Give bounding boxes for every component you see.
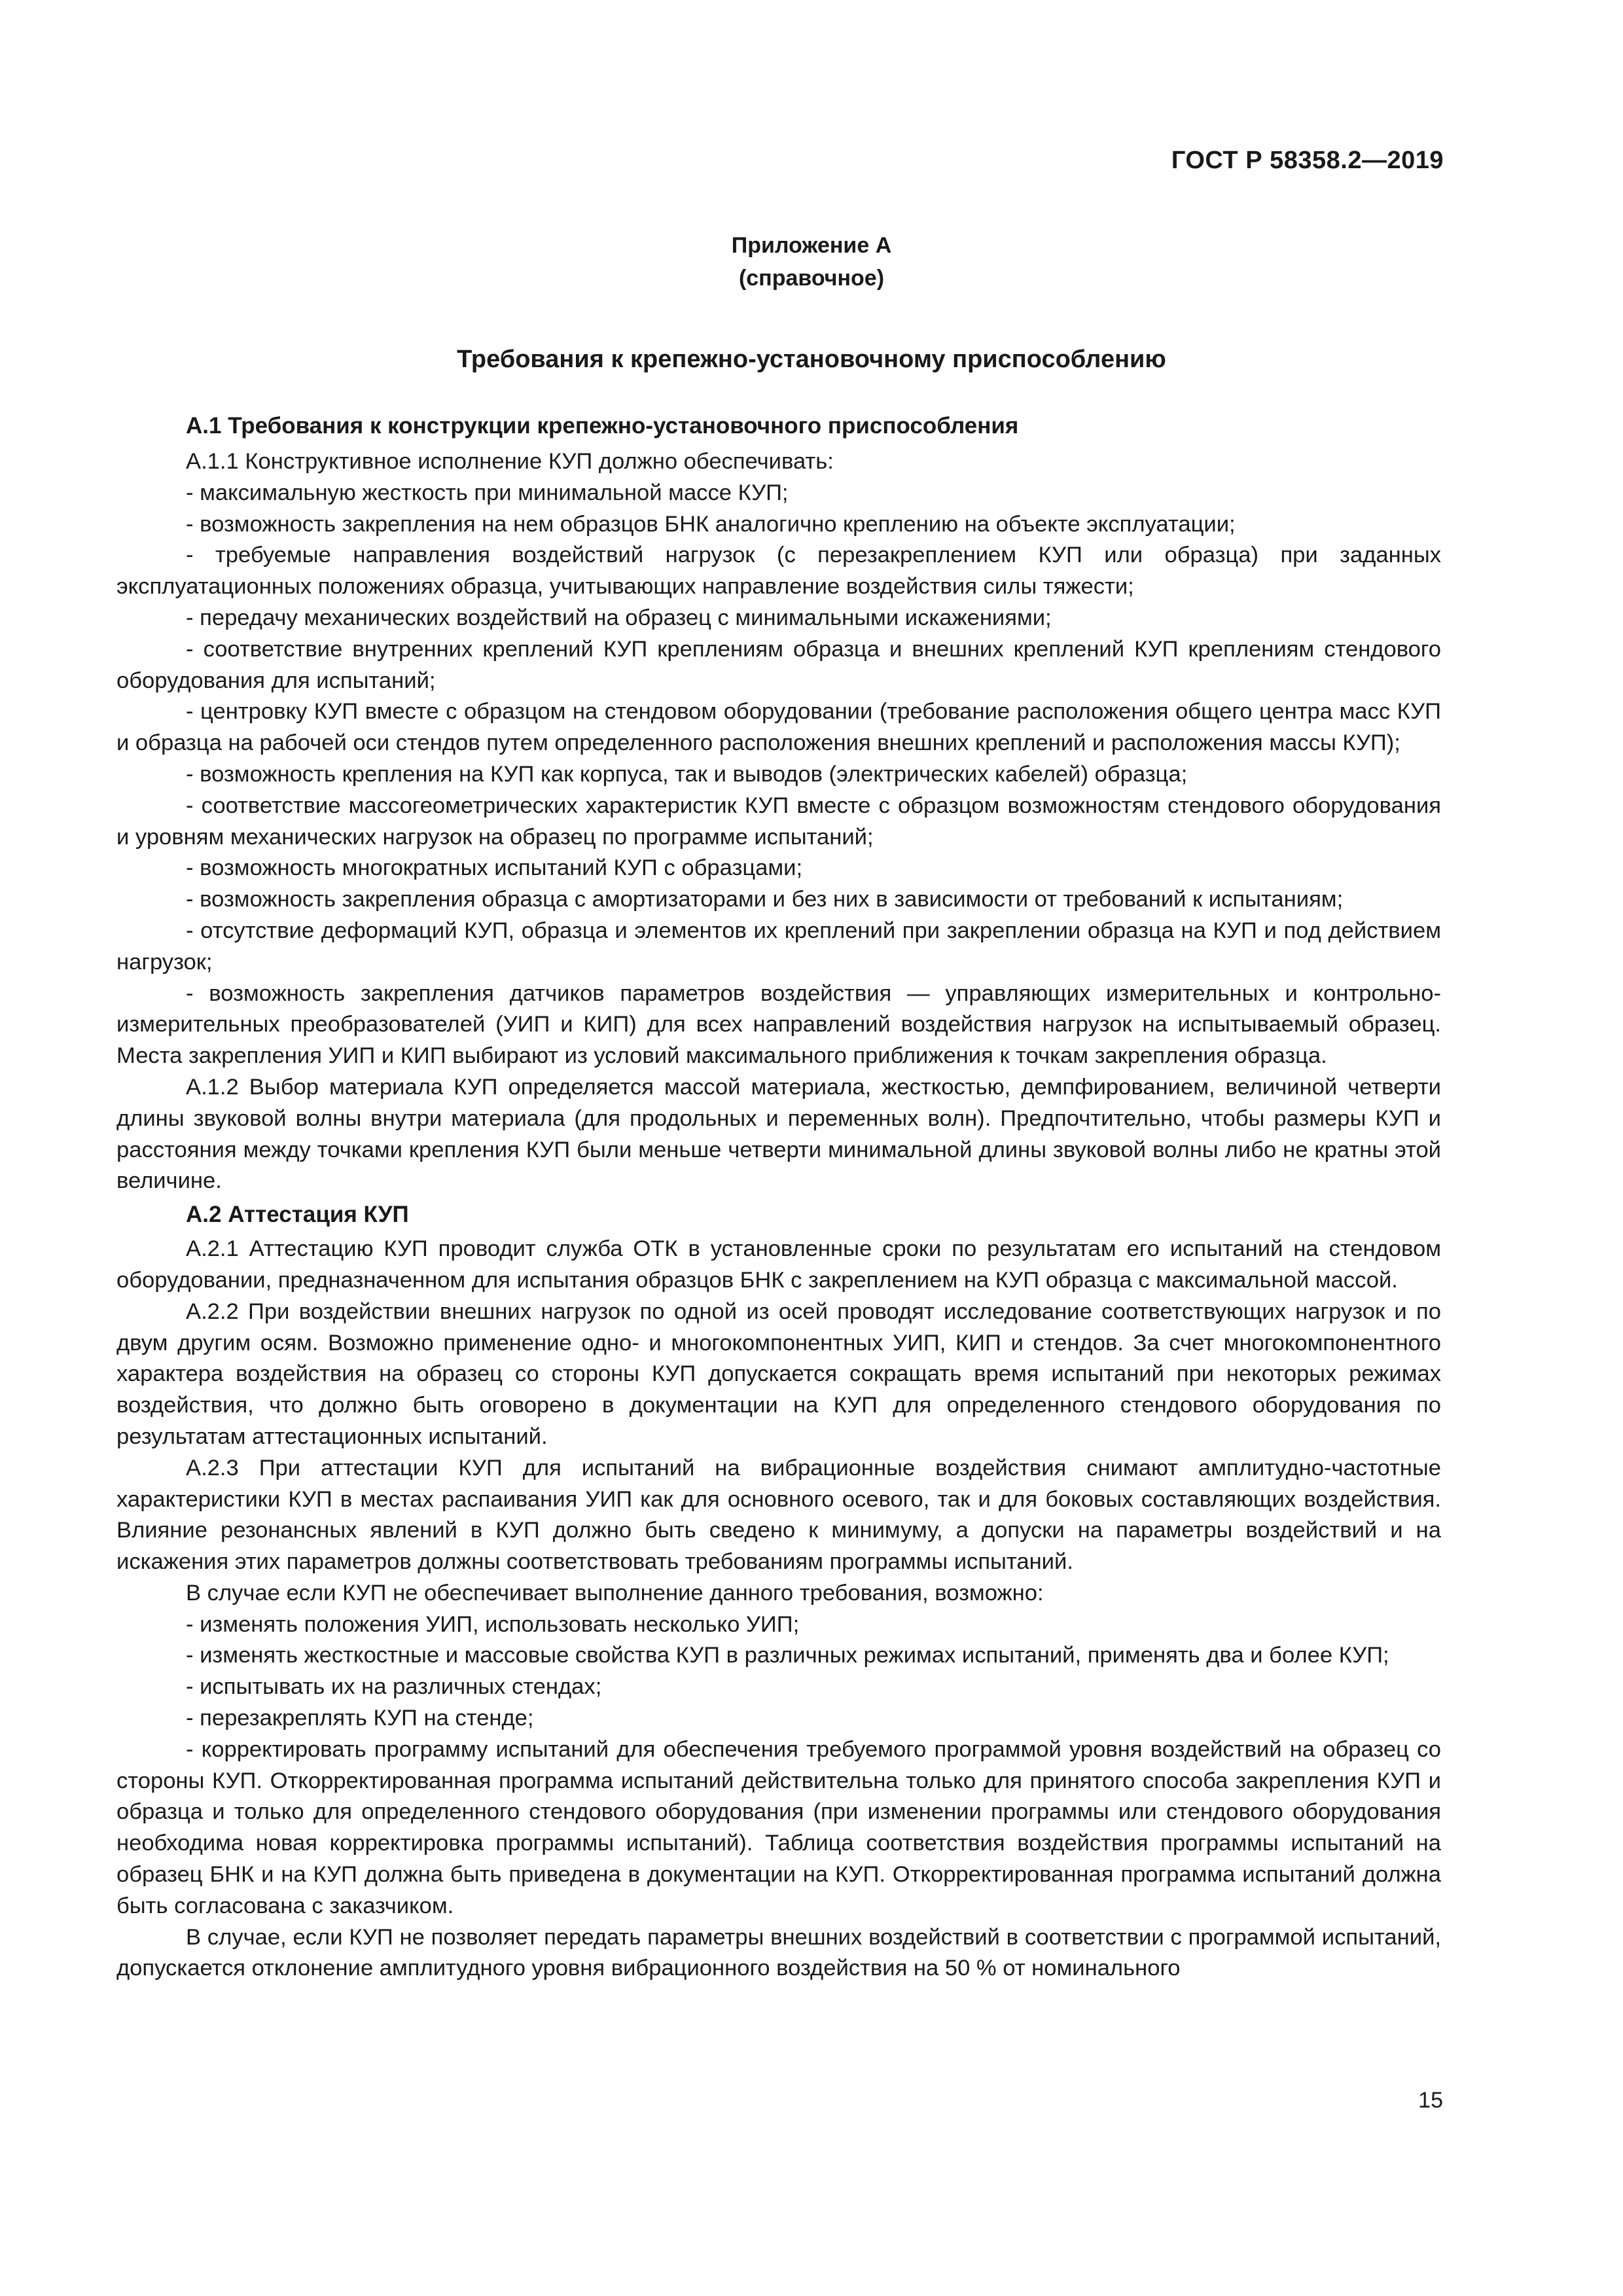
list-item: - испытывать их на различных стендах;: [186, 1674, 602, 1700]
document-body: [116, 410, 1441, 1984]
list-item: - центровку КУП вместе с образцом на стендовом оборудовании (требование расположения общего центра масс КУП и образца на рабочей оси стендов путем определенного расположения внешних креплений и расположения массы КУП);: [116, 699, 1441, 756]
list-item: - требуемые направления воздействий нагрузок (с перезакреплением КУП или образца) при заданных эксплуатационных положениях образца, учитывающих направление воздействия силы тяжести;: [116, 543, 1441, 600]
list-item: - возможность крепления на КУП как корпуса, так и выводов (электрических кабелей) образца;: [186, 761, 1188, 787]
list-item: - перезакреплять КУП на стенде;: [186, 1706, 534, 1731]
annex-status: (справочное): [738, 266, 885, 291]
list-item: - соответствие массогеометрических характеристик КУП вместе с образцом возможностям стендового оборудования и уровням механических нагрузок на образец по программе испытаний;: [116, 793, 1441, 850]
list-item: - возможность закрепления на нем образцов БНК аналогично креплению на объекте эксплуатации;: [186, 511, 1236, 537]
list-item: - максимальную жесткость при минимальной массе КУП;: [186, 480, 789, 505]
annex-block: [0, 229, 1623, 295]
paragraph-case2: В случае, если КУП не позволяет передать параметры внешних воздействий в соответствии с программой испытаний, допускается отклонение амплитудного уровня вибрационного воздействия на 50 % от номинального: [116, 1924, 1441, 1981]
paragraph-a12: А.1.2 Выбор материала КУП определяется массой материала, жесткостью, демпфированием, величиной четверти длины звуковой волны внутри материала (для продольных и переменных волн). Предпочтительно, чтобы размеры КУП и расстояния между точками крепления КУП были меньше четверти минимальной длины звуковой волны либо не кратны этой величине.: [116, 1074, 1441, 1194]
annex-main-title: Требования к крепежно-установочному приспособлению: [457, 346, 1166, 373]
standard-code: ГОСТ Р 58358.2—2019: [1171, 147, 1444, 174]
list-item: - изменять положения УИП, использовать несколько УИП;: [186, 1611, 800, 1637]
list-item: - передачу механических воздействий на образец с минимальными искажениями;: [186, 605, 1052, 630]
paragraph-a23: А.2.3 При аттестации КУП для испытаний на вибрационные воздействия снимают амплитудно-частотные характеристики КУП в местах распаивания УИП как для основного осевого, так и для боковых составляющих воздействия. Влияние резонансных явлений в КУП должно быть сведено к минимуму, а допуски на параметры воздействий и на искажения этих параметров должны соответствовать требованиям программы испытаний.: [116, 1455, 1441, 1575]
section-a2-heading: А.2 Аттестация КУП: [186, 1202, 409, 1228]
list-item: - отсутствие деформаций КУП, образца и элементов их креплений при закреплении образца на КУП и под действием нагрузок;: [116, 918, 1441, 975]
list-item: - корректировать программу испытаний для обеспечения требуемого программой уровня воздействий на образец со стороны КУП. Откорректированная программа испытаний действительна только для принятого способа закрепления КУП и образца и только для определенного стендового оборудования (при изменении программы или стендового оборудования необходима новая корректировка программы испытаний). Таблица соответствия воздействия программы испытаний на образец БНК и на КУП должна быть приведена в документации на КУП. Откорректированная программа испытаний должна быть согласована с заказчиком.: [116, 1736, 1441, 1918]
list-item: - изменять жесткостные и массовые свойства КУП в различных режимах испытаний, применять два и более КУП;: [186, 1643, 1389, 1668]
list-item: - возможность закрепления образца с амортизаторами и без них в зависимости от требований к испытаниям;: [186, 887, 1344, 912]
list-item: - возможность многократных испытаний КУП с образцами;: [186, 855, 803, 881]
page-number: 15: [1418, 2088, 1443, 2113]
paragraph-case1-intro: В случае если КУП не обеспечивает выполнение данного требования, возможно:: [186, 1580, 1044, 1605]
section-a1-heading: А.1 Требования к конструкции крепежно-установочного приспособления: [186, 413, 1019, 439]
annex-title: Приложение А: [731, 233, 892, 258]
paragraph-a21: А.2.1 Аттестацию КУП проводит служба ОТК в установленные сроки по результатам его испытаний на стендовом оборудовании, предназначенном для испытания образцов БНК с закреплением на КУП образца с максимальной массой.: [116, 1236, 1441, 1293]
paragraph-a22: А.2.2 При воздействии внешних нагрузок по одной из осей проводят исследование соответствующих нагрузок и по двум другим осям. Возможно применение одно- и многокомпонентных УИП, КИП и стендов. За счет многокомпонентного характера воздействия на образец со стороны КУП допускается сокращать время испытаний при некоторых режимах воздействия, что должно быть оговорено в документации на КУП для определенного стендового оборудования по результатам аттестационных испытаний.: [116, 1299, 1441, 1449]
list-item: - возможность закрепления датчиков параметров воздействия — управляющих измерительных и контрольно-измерительных преобразователей (УИП и КИП) для всех направлений воздействия нагрузок на испытываемый образец. Места закрепления УИП и КИП выбирают из условий максимального приближения к точкам закрепления образца.: [116, 980, 1441, 1069]
paragraph-a11-intro: А.1.1 Конструктивное исполнение КУП должно обеспечивать:: [186, 449, 834, 474]
list-item: - соответствие внутренних креплений КУП креплениям образца и внешних креплений КУП креплениям стендового оборудования для испытаний;: [116, 636, 1441, 693]
